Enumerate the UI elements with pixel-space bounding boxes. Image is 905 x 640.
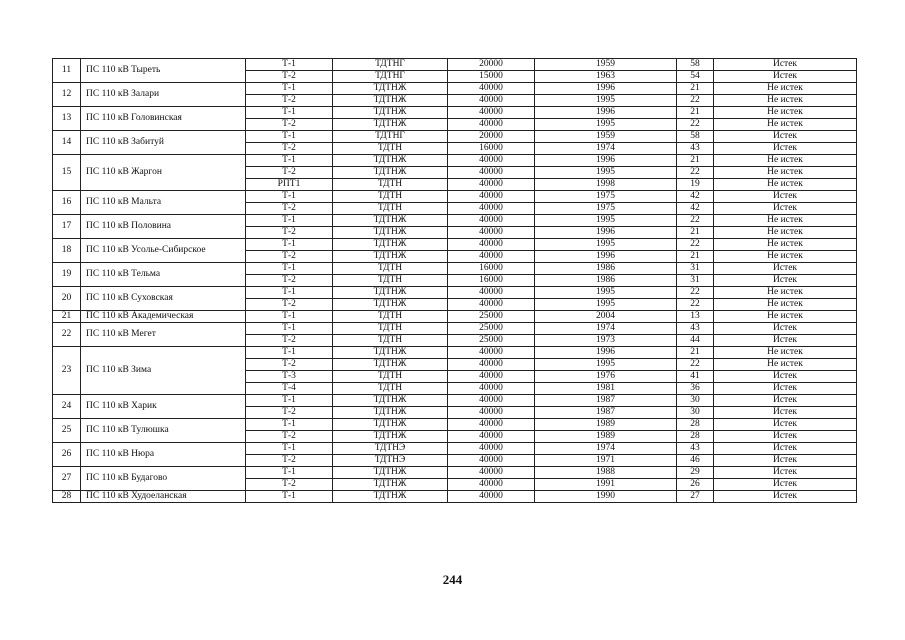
type-cell: ТДТНЖ bbox=[333, 347, 448, 359]
table-row bbox=[53, 419, 857, 431]
age-cell: 26 bbox=[677, 479, 714, 491]
year-cell: 1987 bbox=[535, 407, 677, 419]
table-row bbox=[53, 83, 857, 95]
table-row bbox=[53, 287, 857, 299]
winding-cell: Т-1 bbox=[246, 215, 333, 227]
winding-cell: Т-2 bbox=[246, 203, 333, 215]
status-cell: Не истек bbox=[714, 119, 857, 131]
power-cell: 40000 bbox=[448, 227, 535, 239]
status-cell: Не истек bbox=[714, 167, 857, 179]
year-cell: 1986 bbox=[535, 275, 677, 287]
type-cell: ТДТНЖ bbox=[333, 407, 448, 419]
status-cell: Истек bbox=[714, 143, 857, 155]
age-cell: 21 bbox=[677, 347, 714, 359]
power-cell: 25000 bbox=[448, 311, 535, 323]
substation-name-cell: ПС 110 кВ Харик bbox=[81, 395, 246, 419]
table-row bbox=[53, 59, 857, 71]
status-cell: Не истек bbox=[714, 287, 857, 299]
power-cell: 40000 bbox=[448, 431, 535, 443]
power-cell: 40000 bbox=[448, 155, 535, 167]
row-number-cell: 15 bbox=[53, 155, 81, 191]
year-cell: 1959 bbox=[535, 131, 677, 143]
status-cell: Истек bbox=[714, 419, 857, 431]
row-number-cell: 11 bbox=[53, 59, 81, 83]
age-cell: 43 bbox=[677, 143, 714, 155]
winding-cell: Т-1 bbox=[246, 311, 333, 323]
status-cell: Истек bbox=[714, 371, 857, 383]
table-row bbox=[53, 491, 857, 503]
row-number-cell: 24 bbox=[53, 395, 81, 419]
table-body bbox=[53, 59, 857, 503]
status-cell: Истек bbox=[714, 395, 857, 407]
substation-name-cell: ПС 110 кВ Головинская bbox=[81, 107, 246, 131]
age-cell: 28 bbox=[677, 431, 714, 443]
type-cell: ТДТНЖ bbox=[333, 155, 448, 167]
row-number-cell: 19 bbox=[53, 263, 81, 287]
age-cell: 22 bbox=[677, 95, 714, 107]
winding-cell: Т-2 bbox=[246, 95, 333, 107]
substation-name-cell: ПС 110 кВ Мальта bbox=[81, 191, 246, 215]
type-cell: ТДТНЖ bbox=[333, 167, 448, 179]
winding-cell: Т-2 bbox=[246, 119, 333, 131]
winding-cell: Т-2 bbox=[246, 275, 333, 287]
winding-cell: Т-1 bbox=[246, 347, 333, 359]
winding-cell: Т-2 bbox=[246, 227, 333, 239]
winding-cell: Т-1 bbox=[246, 263, 333, 275]
table-row bbox=[53, 443, 857, 455]
power-cell: 20000 bbox=[448, 131, 535, 143]
age-cell: 22 bbox=[677, 299, 714, 311]
substation-name-cell: ПС 110 кВ Залари bbox=[81, 83, 246, 107]
substation-name-cell: ПС 110 кВ Жаргон bbox=[81, 155, 246, 191]
substation-name-cell: ПС 110 кВ Будагово bbox=[81, 467, 246, 491]
type-cell: ТДТН bbox=[333, 143, 448, 155]
table-row bbox=[53, 131, 857, 143]
year-cell: 1995 bbox=[535, 287, 677, 299]
status-cell: Истек bbox=[714, 455, 857, 467]
status-cell: Истек bbox=[714, 491, 857, 503]
winding-cell: РПТ1 bbox=[246, 179, 333, 191]
year-cell: 1995 bbox=[535, 239, 677, 251]
year-cell: 1995 bbox=[535, 299, 677, 311]
winding-cell: Т-2 bbox=[246, 407, 333, 419]
winding-cell: Т-1 bbox=[246, 107, 333, 119]
age-cell: 21 bbox=[677, 155, 714, 167]
winding-cell: Т-2 bbox=[246, 71, 333, 83]
type-cell: ТДТНЭ bbox=[333, 443, 448, 455]
year-cell: 1996 bbox=[535, 83, 677, 95]
table-row bbox=[53, 395, 857, 407]
winding-cell: Т-1 bbox=[246, 155, 333, 167]
year-cell: 1995 bbox=[535, 215, 677, 227]
age-cell: 31 bbox=[677, 263, 714, 275]
winding-cell: Т-1 bbox=[246, 131, 333, 143]
winding-cell: Т-2 bbox=[246, 167, 333, 179]
status-cell: Не истек bbox=[714, 179, 857, 191]
status-cell: Истек bbox=[714, 71, 857, 83]
year-cell: 1976 bbox=[535, 371, 677, 383]
year-cell: 1975 bbox=[535, 203, 677, 215]
row-number-cell: 23 bbox=[53, 347, 81, 395]
year-cell: 1996 bbox=[535, 227, 677, 239]
power-cell: 40000 bbox=[448, 251, 535, 263]
type-cell: ТДТН bbox=[333, 179, 448, 191]
age-cell: 22 bbox=[677, 167, 714, 179]
substation-name-cell: ПС 110 кВ Усолье-Сибирское bbox=[81, 239, 246, 263]
status-cell: Не истек bbox=[714, 107, 857, 119]
type-cell: ТДТНЖ bbox=[333, 491, 448, 503]
power-cell: 40000 bbox=[448, 119, 535, 131]
type-cell: ТДТНЖ bbox=[333, 251, 448, 263]
winding-cell: Т-2 bbox=[246, 431, 333, 443]
age-cell: 46 bbox=[677, 455, 714, 467]
type-cell: ТДТН bbox=[333, 383, 448, 395]
age-cell: 22 bbox=[677, 239, 714, 251]
age-cell: 41 bbox=[677, 371, 714, 383]
type-cell: ТДТНЖ bbox=[333, 419, 448, 431]
substation-transformer-table bbox=[52, 58, 857, 503]
year-cell: 1996 bbox=[535, 347, 677, 359]
type-cell: ТДТНЖ bbox=[333, 215, 448, 227]
winding-cell: Т-2 bbox=[246, 455, 333, 467]
status-cell: Не истек bbox=[714, 251, 857, 263]
year-cell: 1996 bbox=[535, 155, 677, 167]
age-cell: 22 bbox=[677, 359, 714, 371]
table-row bbox=[53, 323, 857, 335]
status-cell: Не истек bbox=[714, 227, 857, 239]
year-cell: 1996 bbox=[535, 251, 677, 263]
age-cell: 31 bbox=[677, 275, 714, 287]
age-cell: 22 bbox=[677, 215, 714, 227]
status-cell: Не истек bbox=[714, 359, 857, 371]
substation-name-cell: ПС 110 кВ Половина bbox=[81, 215, 246, 239]
status-cell: Истек bbox=[714, 323, 857, 335]
status-cell: Истек bbox=[714, 275, 857, 287]
type-cell: ТДТНГ bbox=[333, 131, 448, 143]
power-cell: 25000 bbox=[448, 323, 535, 335]
winding-cell: Т-3 bbox=[246, 371, 333, 383]
winding-cell: Т-2 bbox=[246, 299, 333, 311]
age-cell: 30 bbox=[677, 407, 714, 419]
year-cell: 1974 bbox=[535, 443, 677, 455]
power-cell: 40000 bbox=[448, 407, 535, 419]
status-cell: Истек bbox=[714, 407, 857, 419]
substation-name-cell: ПС 110 кВ Суховская bbox=[81, 287, 246, 311]
power-cell: 20000 bbox=[448, 59, 535, 71]
age-cell: 43 bbox=[677, 443, 714, 455]
substation-name-cell: ПС 110 кВ Забитуй bbox=[81, 131, 246, 155]
age-cell: 13 bbox=[677, 311, 714, 323]
type-cell: ТДТНГ bbox=[333, 59, 448, 71]
age-cell: 22 bbox=[677, 119, 714, 131]
year-cell: 1990 bbox=[535, 491, 677, 503]
winding-cell: Т-2 bbox=[246, 143, 333, 155]
status-cell: Истек bbox=[714, 203, 857, 215]
winding-cell: Т-1 bbox=[246, 443, 333, 455]
table-row bbox=[53, 347, 857, 359]
age-cell: 19 bbox=[677, 179, 714, 191]
year-cell: 1996 bbox=[535, 107, 677, 119]
year-cell: 1989 bbox=[535, 419, 677, 431]
power-cell: 40000 bbox=[448, 215, 535, 227]
row-number-cell: 21 bbox=[53, 311, 81, 323]
year-cell: 1989 bbox=[535, 431, 677, 443]
status-cell: Истек bbox=[714, 479, 857, 491]
type-cell: ТДТНЖ bbox=[333, 467, 448, 479]
type-cell: ТДТНЭ bbox=[333, 455, 448, 467]
winding-cell: Т-2 bbox=[246, 479, 333, 491]
row-number-cell: 17 bbox=[53, 215, 81, 239]
age-cell: 44 bbox=[677, 335, 714, 347]
type-cell: ТДТНЖ bbox=[333, 227, 448, 239]
year-cell: 1988 bbox=[535, 467, 677, 479]
power-cell: 40000 bbox=[448, 419, 535, 431]
winding-cell: Т-1 bbox=[246, 395, 333, 407]
age-cell: 42 bbox=[677, 203, 714, 215]
winding-cell: Т-2 bbox=[246, 335, 333, 347]
year-cell: 1986 bbox=[535, 263, 677, 275]
power-cell: 15000 bbox=[448, 71, 535, 83]
winding-cell: Т-2 bbox=[246, 251, 333, 263]
winding-cell: Т-2 bbox=[246, 359, 333, 371]
age-cell: 36 bbox=[677, 383, 714, 395]
status-cell: Истек bbox=[714, 263, 857, 275]
power-cell: 16000 bbox=[448, 143, 535, 155]
year-cell: 1974 bbox=[535, 143, 677, 155]
type-cell: ТДТН bbox=[333, 263, 448, 275]
power-cell: 40000 bbox=[448, 443, 535, 455]
power-cell: 40000 bbox=[448, 383, 535, 395]
power-cell: 16000 bbox=[448, 275, 535, 287]
substation-name-cell: ПС 110 кВ Худоеланская bbox=[81, 491, 246, 503]
type-cell: ТДТН bbox=[333, 323, 448, 335]
winding-cell: Т-1 bbox=[246, 191, 333, 203]
power-cell: 40000 bbox=[448, 83, 535, 95]
age-cell: 22 bbox=[677, 287, 714, 299]
row-number-cell: 18 bbox=[53, 239, 81, 263]
age-cell: 54 bbox=[677, 71, 714, 83]
year-cell: 1963 bbox=[535, 71, 677, 83]
row-number-cell: 16 bbox=[53, 191, 81, 215]
type-cell: ТДТНЖ bbox=[333, 359, 448, 371]
power-cell: 40000 bbox=[448, 347, 535, 359]
power-cell: 40000 bbox=[448, 491, 535, 503]
status-cell: Не истек bbox=[714, 215, 857, 227]
status-cell: Истек bbox=[714, 335, 857, 347]
row-number-cell: 20 bbox=[53, 287, 81, 311]
substation-name-cell: ПС 110 кВ Тыреть bbox=[81, 59, 246, 83]
substation-name-cell: ПС 110 кВ Мегет bbox=[81, 323, 246, 347]
type-cell: ТДТН bbox=[333, 203, 448, 215]
status-cell: Не истек bbox=[714, 155, 857, 167]
age-cell: 58 bbox=[677, 131, 714, 143]
power-cell: 40000 bbox=[448, 167, 535, 179]
age-cell: 28 bbox=[677, 419, 714, 431]
age-cell: 29 bbox=[677, 467, 714, 479]
year-cell: 2004 bbox=[535, 311, 677, 323]
table-row bbox=[53, 467, 857, 479]
power-cell: 40000 bbox=[448, 371, 535, 383]
status-cell: Истек bbox=[714, 191, 857, 203]
year-cell: 1995 bbox=[535, 119, 677, 131]
table-row bbox=[53, 263, 857, 275]
age-cell: 21 bbox=[677, 227, 714, 239]
type-cell: ТДТНЖ bbox=[333, 287, 448, 299]
power-cell: 40000 bbox=[448, 395, 535, 407]
winding-cell: Т-1 bbox=[246, 467, 333, 479]
year-cell: 1971 bbox=[535, 455, 677, 467]
power-cell: 40000 bbox=[448, 455, 535, 467]
row-number-cell: 27 bbox=[53, 467, 81, 491]
row-number-cell: 22 bbox=[53, 323, 81, 347]
power-cell: 40000 bbox=[448, 359, 535, 371]
winding-cell: Т-1 bbox=[246, 239, 333, 251]
power-cell: 40000 bbox=[448, 203, 535, 215]
power-cell: 16000 bbox=[448, 263, 535, 275]
power-cell: 40000 bbox=[448, 239, 535, 251]
row-number-cell: 25 bbox=[53, 419, 81, 443]
type-cell: ТДТНЖ bbox=[333, 119, 448, 131]
year-cell: 1981 bbox=[535, 383, 677, 395]
status-cell: Истек bbox=[714, 59, 857, 71]
year-cell: 1987 bbox=[535, 395, 677, 407]
status-cell: Истек bbox=[714, 467, 857, 479]
age-cell: 21 bbox=[677, 83, 714, 95]
status-cell: Не истек bbox=[714, 95, 857, 107]
power-cell: 40000 bbox=[448, 467, 535, 479]
year-cell: 1991 bbox=[535, 479, 677, 491]
age-cell: 30 bbox=[677, 395, 714, 407]
row-number-cell: 26 bbox=[53, 443, 81, 467]
status-cell: Истек bbox=[714, 131, 857, 143]
winding-cell: Т-1 bbox=[246, 83, 333, 95]
year-cell: 1974 bbox=[535, 323, 677, 335]
status-cell: Не истек bbox=[714, 299, 857, 311]
type-cell: ТДТНЖ bbox=[333, 107, 448, 119]
type-cell: ТДТНЖ bbox=[333, 95, 448, 107]
age-cell: 42 bbox=[677, 191, 714, 203]
winding-cell: Т-1 bbox=[246, 59, 333, 71]
status-cell: Истек bbox=[714, 443, 857, 455]
type-cell: ТДТН bbox=[333, 311, 448, 323]
status-cell: Не истек bbox=[714, 311, 857, 323]
type-cell: ТДТНЖ bbox=[333, 395, 448, 407]
age-cell: 21 bbox=[677, 251, 714, 263]
table-row bbox=[53, 155, 857, 167]
type-cell: ТДТН bbox=[333, 275, 448, 287]
year-cell: 1973 bbox=[535, 335, 677, 347]
power-cell: 40000 bbox=[448, 107, 535, 119]
substation-name-cell: ПС 110 кВ Зима bbox=[81, 347, 246, 395]
type-cell: ТДТНГ bbox=[333, 71, 448, 83]
winding-cell: Т-1 bbox=[246, 491, 333, 503]
table-row bbox=[53, 191, 857, 203]
age-cell: 21 bbox=[677, 107, 714, 119]
power-cell: 40000 bbox=[448, 191, 535, 203]
type-cell: ТДТНЖ bbox=[333, 299, 448, 311]
year-cell: 1975 bbox=[535, 191, 677, 203]
age-cell: 58 bbox=[677, 59, 714, 71]
winding-cell: Т-1 bbox=[246, 287, 333, 299]
status-cell: Не истек bbox=[714, 347, 857, 359]
type-cell: ТДТН bbox=[333, 191, 448, 203]
type-cell: ТДТНЖ bbox=[333, 431, 448, 443]
substation-name-cell: ПС 110 кВ Тулюшка bbox=[81, 419, 246, 443]
winding-cell: Т-4 bbox=[246, 383, 333, 395]
power-cell: 40000 bbox=[448, 299, 535, 311]
substation-name-cell: ПС 110 кВ Тельма bbox=[81, 263, 246, 287]
row-number-cell: 28 bbox=[53, 491, 81, 503]
table-row bbox=[53, 215, 857, 227]
power-cell: 40000 bbox=[448, 287, 535, 299]
year-cell: 1995 bbox=[535, 359, 677, 371]
substation-name-cell: ПС 110 кВ Нюра bbox=[81, 443, 246, 467]
age-cell: 27 bbox=[677, 491, 714, 503]
winding-cell: Т-1 bbox=[246, 323, 333, 335]
type-cell: ТДТН bbox=[333, 371, 448, 383]
substation-name-cell: ПС 110 кВ Академическая bbox=[81, 311, 246, 323]
power-cell: 40000 bbox=[448, 179, 535, 191]
row-number-cell: 13 bbox=[53, 107, 81, 131]
table-row bbox=[53, 107, 857, 119]
status-cell: Истек bbox=[714, 431, 857, 443]
winding-cell: Т-1 bbox=[246, 419, 333, 431]
age-cell: 43 bbox=[677, 323, 714, 335]
table-row bbox=[53, 311, 857, 323]
status-cell: Не истек bbox=[714, 83, 857, 95]
year-cell: 1995 bbox=[535, 167, 677, 179]
row-number-cell: 12 bbox=[53, 83, 81, 107]
power-cell: 25000 bbox=[448, 335, 535, 347]
type-cell: ТДТНЖ bbox=[333, 479, 448, 491]
year-cell: 1959 bbox=[535, 59, 677, 71]
page-number: 244 bbox=[442, 572, 463, 587]
type-cell: ТДТНЖ bbox=[333, 239, 448, 251]
power-cell: 40000 bbox=[448, 479, 535, 491]
status-cell: Не истек bbox=[714, 239, 857, 251]
year-cell: 1995 bbox=[535, 95, 677, 107]
power-cell: 40000 bbox=[448, 95, 535, 107]
row-number-cell: 14 bbox=[53, 131, 81, 155]
status-cell: Истек bbox=[714, 383, 857, 395]
type-cell: ТДТНЖ bbox=[333, 83, 448, 95]
type-cell: ТДТН bbox=[333, 335, 448, 347]
year-cell: 1998 bbox=[535, 179, 677, 191]
table-row bbox=[53, 239, 857, 251]
